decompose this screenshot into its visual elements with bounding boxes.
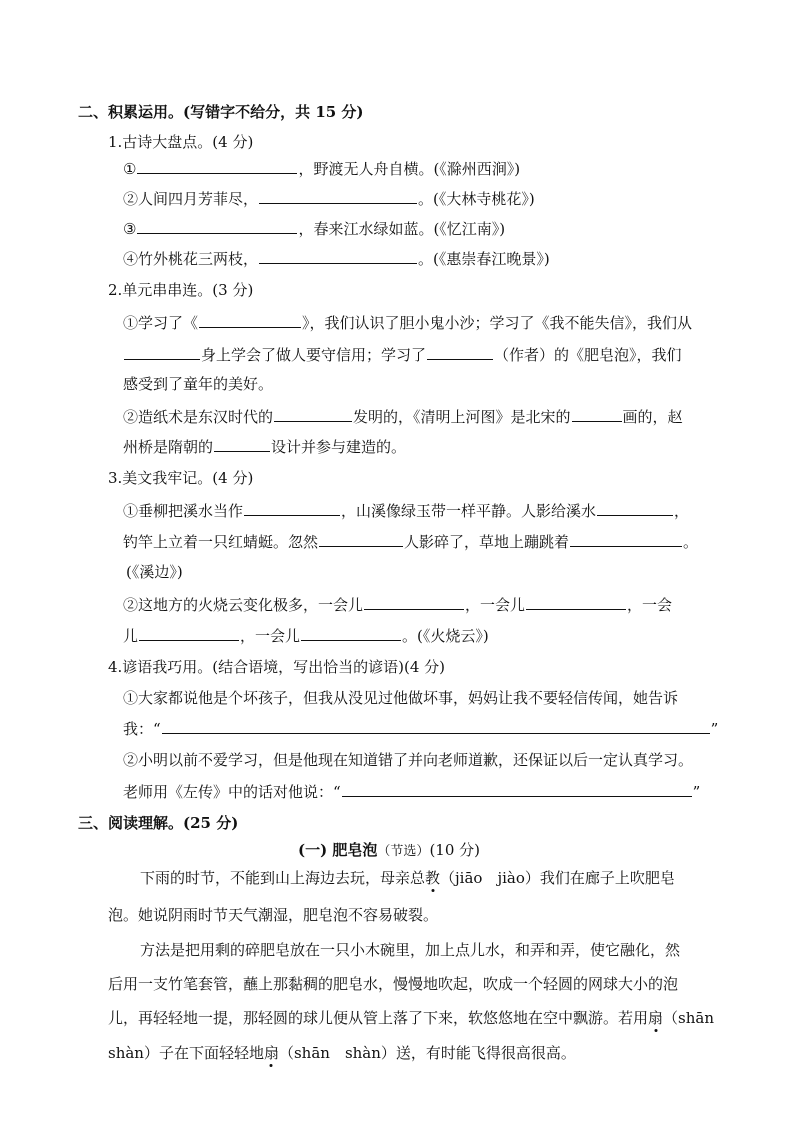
passage-line-6: shàn）子在下面轻轻地扇（shān shàn）送，有时能飞得很高很高。 — [108, 1044, 576, 1062]
section-3-title: 三、阅读理解。(25 分) — [78, 814, 239, 832]
q1-line-1: ① ，野渡无人舟自横。(《滁州西涧》) — [123, 160, 521, 178]
answer-blank[interactable] — [364, 594, 464, 610]
q2-line-2: 身上学会了做人要守信用；学习了 （作者）的《肥皂泡》，我们 — [123, 344, 682, 365]
q1-label: 1.古诗大盘点。(4 分) — [108, 133, 254, 151]
q3-line-3: (《溪边》) — [126, 563, 183, 581]
q4-label: 4.谚语我巧用。(结合语境，写出恰当的谚语)(4 分) — [108, 658, 446, 676]
passage-line-4: 后用一支竹笔套管，蘸上那黏稠的肥皂水，慢慢地吹起，吹成一个轻圆的网球大小的泡 — [108, 975, 679, 993]
q2-line-3: 感受到了童年的美好。 — [123, 375, 274, 393]
answer-blank[interactable] — [244, 500, 340, 516]
q3-label: 3.美文我牢记。(4 分) — [108, 469, 254, 487]
q3-line-4: ②这地方的火烧云变化极多，一会儿 ，一会儿 ，一会 — [123, 596, 673, 614]
q2-line-5: 州桥是隋朝的 设计并参与建造的。 — [123, 438, 407, 456]
q4-line-1: ①大家都说他是个坏孩子，但我从没见过他做坏事，妈妈让我不要轻信传闻，她告诉 — [123, 689, 679, 707]
answer-blank[interactable] — [137, 218, 297, 234]
q4-line-2: 我：“ ” — [123, 720, 719, 738]
q1-line-2: ②人间四月芳菲尽， 。(《大林寺桃花》) — [123, 190, 535, 208]
passage-line-1: 下雨的时节，不能到山上海边去玩，母亲总教（jiāo jiào）我们在廊子上吹肥皂 — [140, 869, 675, 887]
answer-blank[interactable] — [572, 406, 622, 422]
answer-blank[interactable] — [597, 500, 673, 516]
answer-blank[interactable] — [124, 344, 200, 360]
q3-line-1: ①垂柳把溪水当作 ，山溪像绿玉带一样平静。人影给溪水 ， — [123, 502, 690, 520]
q2-line-4: ②造纸术是东汉时代的 发明的，《清明上河图》是北宋的 画的，赵 — [123, 408, 683, 426]
q4-line-3: ②小明以前不爱学习，但是他现在知道错了并向老师道歉，还保证以后一定认真学习。 — [123, 751, 694, 769]
answer-blank[interactable] — [570, 531, 682, 547]
answer-blank[interactable] — [342, 781, 692, 797]
q2-line-1: ①学习了《 》，我们认识了胆小鬼小沙；学习了《我不能失信》，我们从 — [123, 314, 693, 332]
answer-blank[interactable] — [301, 625, 401, 641]
passage-line-5: 儿，再轻轻地一提，那轻圆的球儿便从管上落了下来，软悠悠地在空中飘游。若用扇（shān — [108, 1009, 714, 1027]
q2-label: 2.单元串串连。(3 分) — [108, 281, 254, 299]
passage-line-2: 泡。她说阴雨时节天气潮湿，肥皂泡不容易破裂。 — [108, 906, 439, 924]
answer-blank[interactable] — [427, 344, 493, 360]
answer-blank[interactable] — [526, 594, 626, 610]
q4-line-4: 老师用《左传》中的话对他说：“ ” — [123, 783, 701, 801]
q3-line-5: 儿 ，一会儿 。(《火烧云》) — [123, 627, 489, 645]
passage-line-3: 方法是把用剩的碎肥皂放在一只小木碗里，加上点儿水，和弄和弄，使它融化，然 — [140, 941, 681, 959]
q1-line-3: ③ ，春来江水绿如蓝。(《忆江南》) — [123, 220, 506, 238]
q1-line-4: ④竹外桃花三两枝， 。(《惠崇春江晚景》) — [123, 250, 550, 268]
answer-blank[interactable] — [319, 531, 403, 547]
answer-blank[interactable] — [162, 718, 710, 734]
answer-blank[interactable] — [274, 406, 352, 422]
answer-blank[interactable] — [139, 625, 239, 641]
passage-title: (一) 肥皂泡（节选）(10 分) — [298, 841, 480, 859]
answer-blank[interactable] — [137, 158, 297, 174]
answer-blank[interactable] — [214, 436, 270, 452]
answer-blank[interactable] — [259, 188, 417, 204]
section-2-title: 二、积累运用。(写错字不给分，共 15 分) — [78, 103, 364, 121]
q3-line-2: 钓竿上立着一只红蜻蜓。忽然 人影碎了，草地上蹦跳着 。 — [123, 533, 699, 551]
answer-blank[interactable] — [199, 312, 301, 328]
answer-blank[interactable] — [259, 248, 417, 264]
